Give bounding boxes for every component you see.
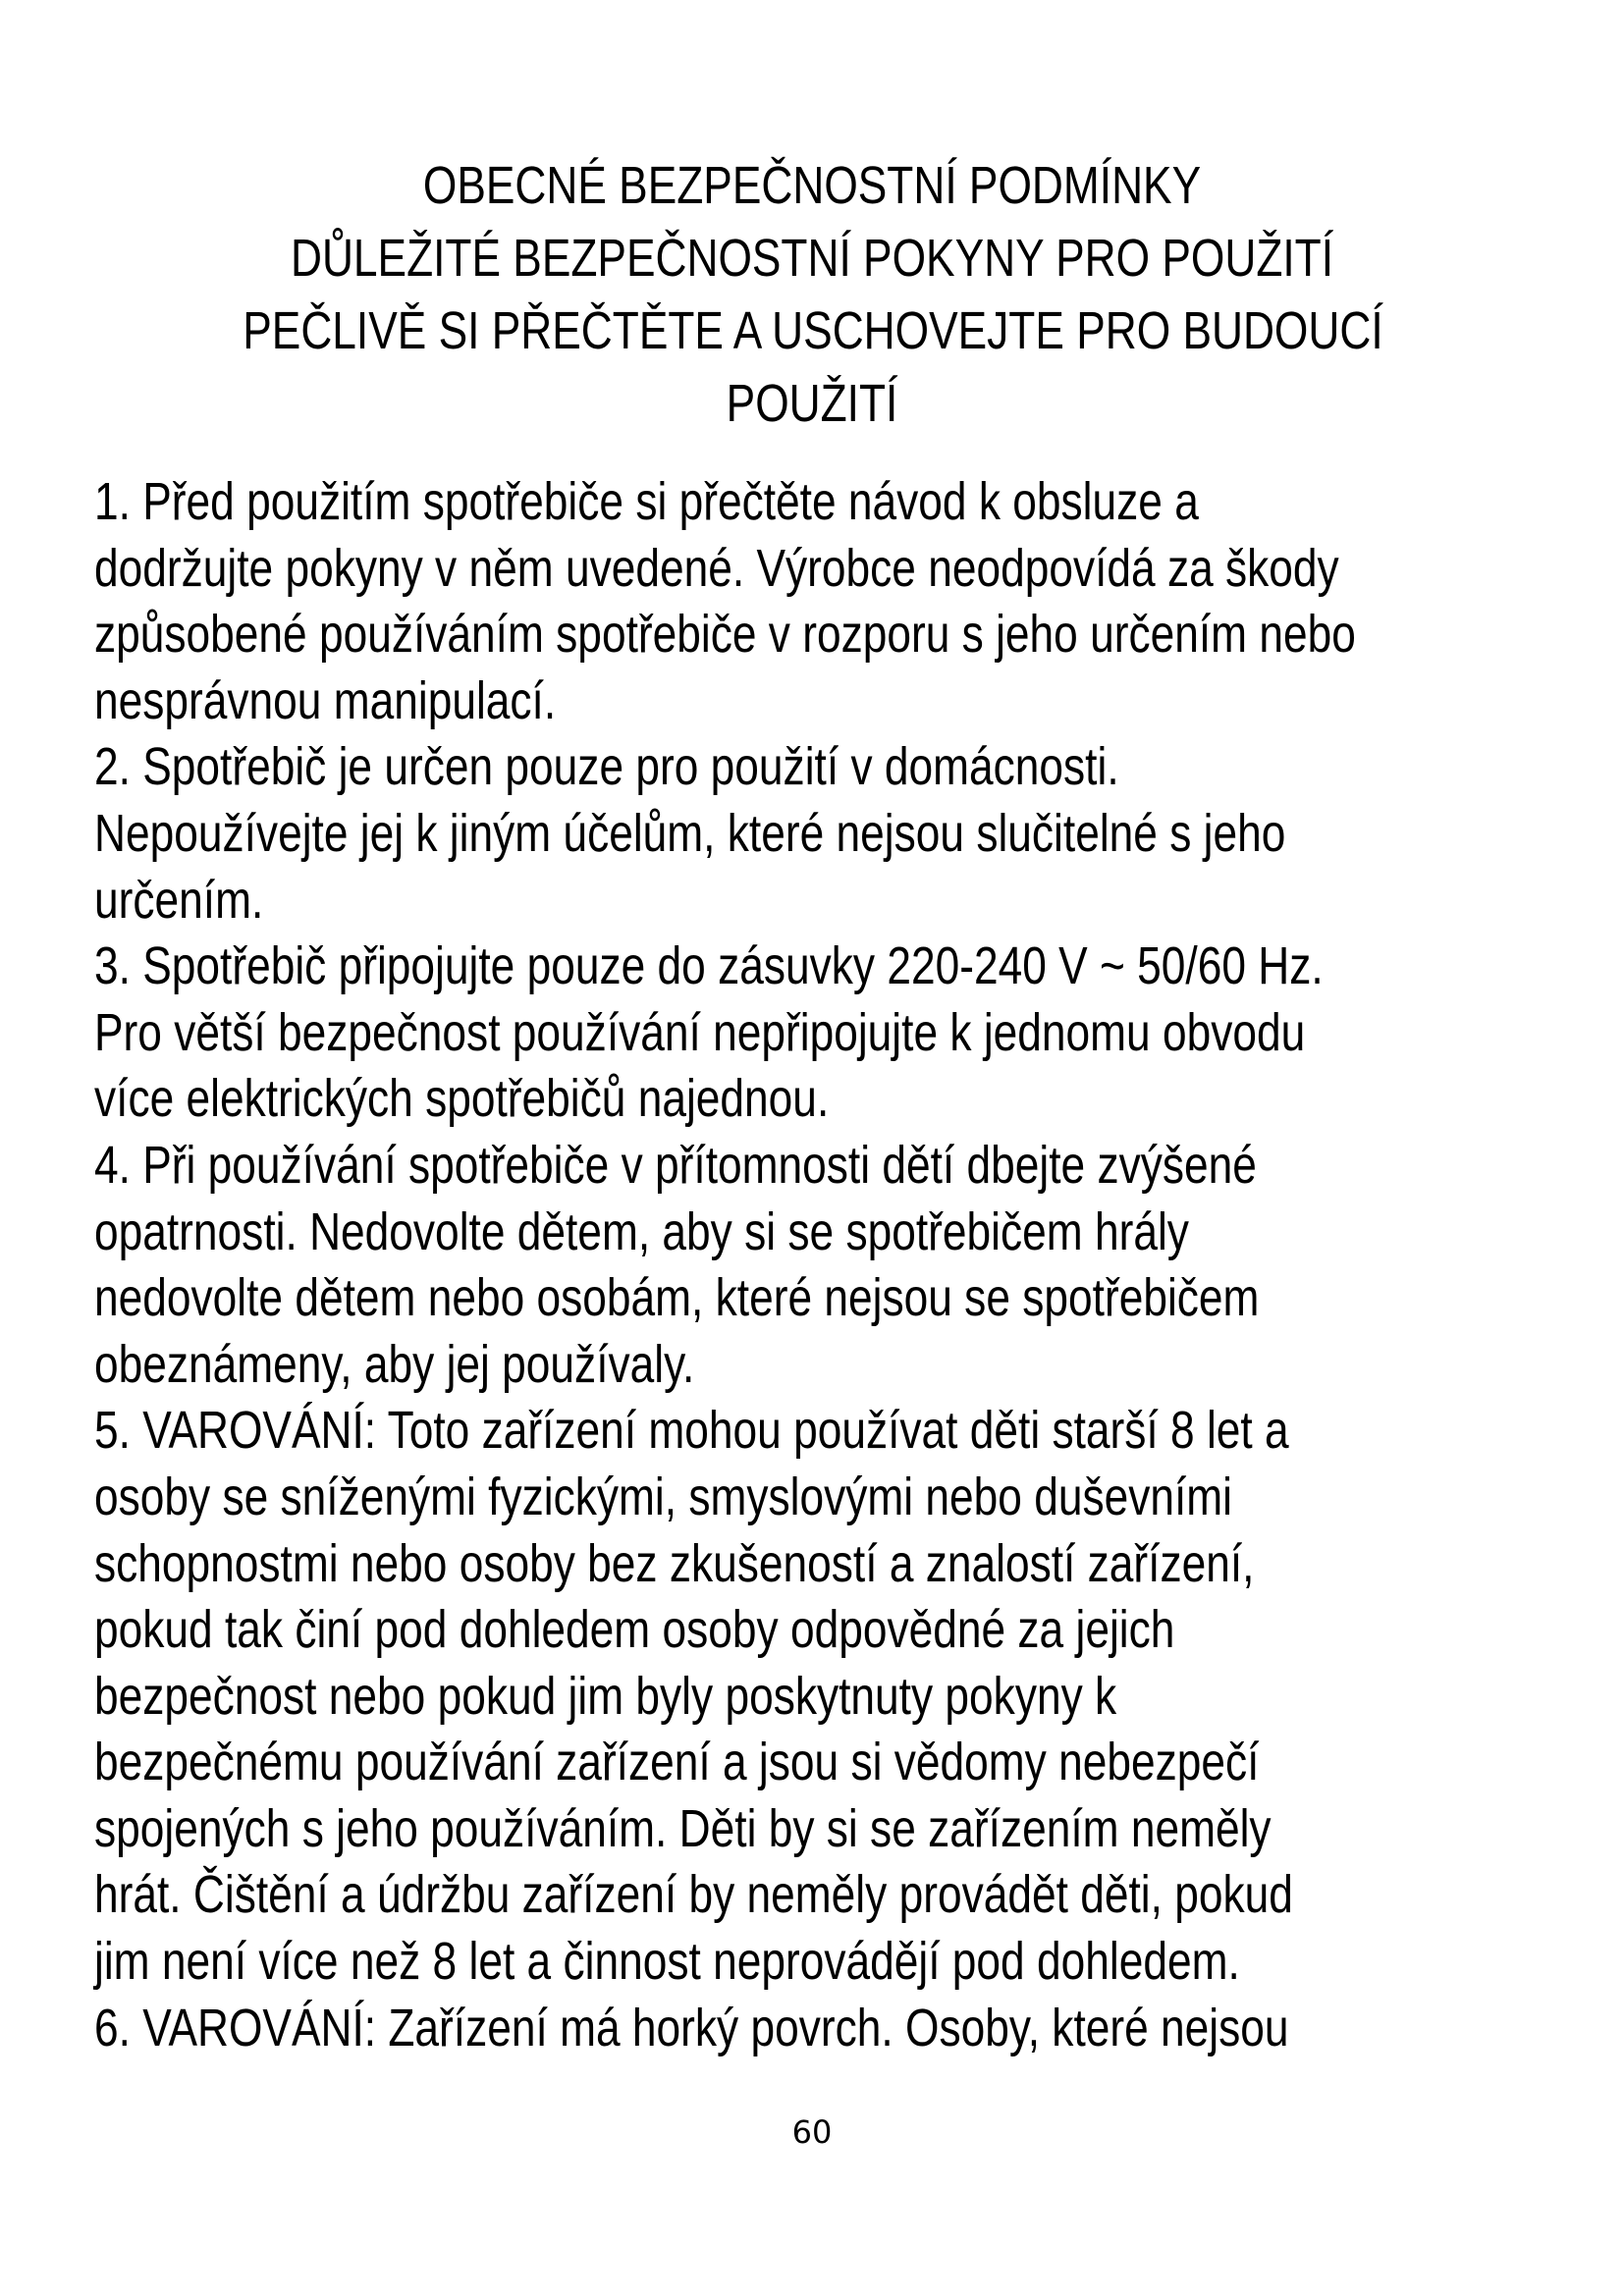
body-line: jim není více než 8 let a činnost neprovádějí pod dohledem. xyxy=(94,1932,1240,1992)
body-line: obeznámeny, aby jej používaly. xyxy=(94,1334,695,1394)
heading-line: PEČLIVĚ SI PŘEČTĚTE A USCHOVEJTE PRO BUDOUCÍ xyxy=(243,301,1383,360)
body-line: určením. xyxy=(94,870,264,930)
body-line: schopnostmi nebo osoby bez zkušeností a znalostí zařízení, xyxy=(94,1533,1255,1593)
body-line: 2. Spotřebič je určen pouze pro použití v domácnosti. xyxy=(94,737,1119,797)
body-line: nedovolte dětem nebo osobám, které nejsou se spotřebičem xyxy=(94,1268,1260,1328)
body-line: způsobené používáním spotřebiče v rozporu s jeho určením nebo xyxy=(94,605,1356,665)
heading-line: DŮLEŽITÉ BEZPEČNOSTNÍ POKYNY PRO POUŽITÍ xyxy=(290,229,1334,288)
body-line: Nepoužívejte jej k jiným účelům, které nejsou slučitelné s jeho xyxy=(94,803,1286,863)
body-line: 5. VAROVÁNÍ: Toto zařízení mohou používat děti starší 8 let a xyxy=(94,1401,1289,1461)
body-line: bezpečnost nebo pokud jim byly poskytnuty pokyny k xyxy=(94,1666,1117,1726)
body-line: pokud tak činí pod dohledem osoby odpovědné za jejich xyxy=(94,1600,1175,1660)
body-line: více elektrických spotřebičů najednou. xyxy=(94,1069,830,1129)
body-line: spojených s jeho používáním. Děti by si se zařízením neměly xyxy=(94,1798,1272,1858)
body-line: 3. Spotřebič připojujte pouze do zásuvky 220-240 V ~ 50/60 Hz. xyxy=(94,936,1324,996)
body-line: 4. Při používání spotřebiče v přítomnosti dětí dbejte zvýšené xyxy=(94,1135,1257,1195)
safety-instructions xyxy=(94,469,1367,2061)
heading-line: POUŽITÍ xyxy=(726,374,898,433)
body-line: opatrnosti. Nedovolte dětem, aby si se spotřebičem hrály xyxy=(94,1201,1189,1261)
body-line: nesprávnou manipulací. xyxy=(94,670,557,730)
body-line: osoby se sníženými fyzickými, smyslovými nebo duševními xyxy=(94,1467,1233,1526)
body-line: bezpečnému používání zařízení a jsou si vědomy nebezpečí xyxy=(94,1733,1260,1792)
page-number: 60 xyxy=(791,2113,833,2151)
body-line: 6. VAROVÁNÍ: Zařízení má horký povrch. Osoby, které nejsou xyxy=(94,1998,1289,2057)
body-line: 1. Před použitím spotřebiče si přečtěte návod k obsluze a xyxy=(94,472,1199,531)
body-line: hrát. Čištění a údržbu zařízení by neměly provádět děti, pokud xyxy=(94,1865,1293,1925)
body-line: Pro větší bezpečnost používání nepřipojujte k jednomu obvodu xyxy=(94,1002,1306,1062)
safety-heading xyxy=(243,149,1383,440)
body-line: dodržujte pokyny v něm uvedené. Výrobce neodpovídá za škody xyxy=(94,538,1339,598)
heading-line: OBECNÉ BEZPEČNOSTNÍ PODMÍNKY xyxy=(422,156,1202,215)
